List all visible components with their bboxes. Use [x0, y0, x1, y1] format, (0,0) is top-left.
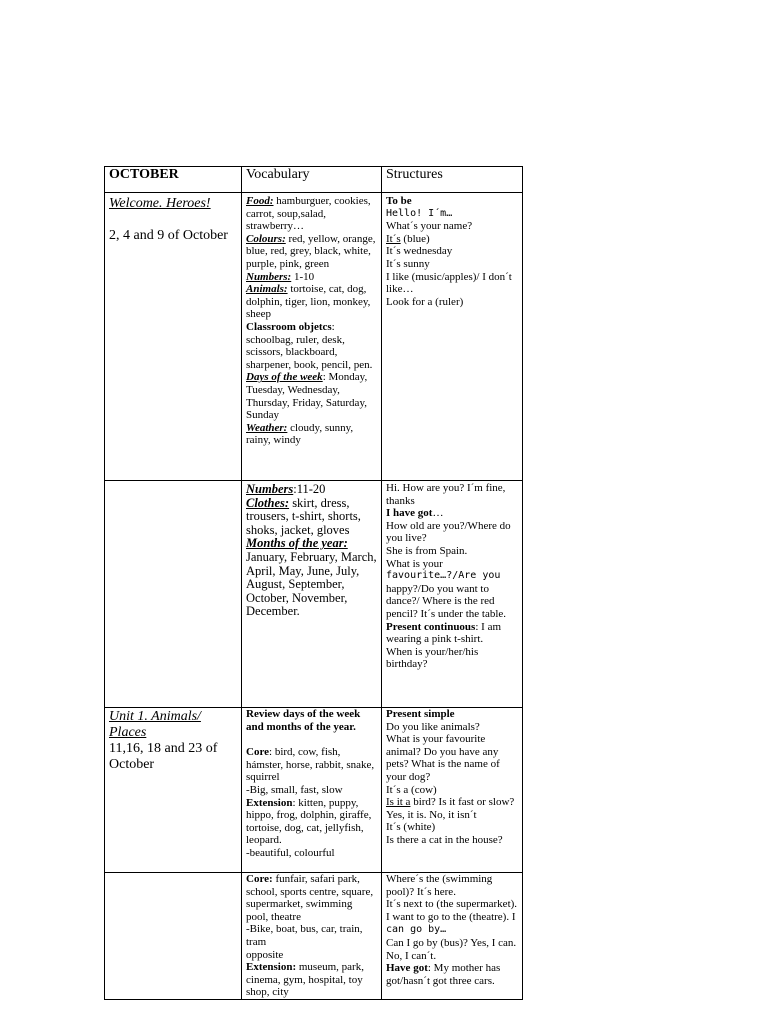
structure-line: Is it a bird? Is it fast or slow?: [386, 796, 515, 809]
structure-line: Can I go by (bus)? Yes, I can. No, I can´t.: [386, 936, 517, 962]
table-row: [105, 708, 523, 873]
unit-dates: 2, 4 and 9 of October: [109, 228, 228, 243]
structures-cell: [382, 873, 523, 1000]
vocab-core: Core: funfair, safari park, school, sports centre, square, supermarket, swimming pool, theatre: [246, 873, 374, 923]
vocab-months: January, February, March, April, May, June, July, August, September, October, November, December.: [246, 549, 377, 619]
structure-line: What´s your name?: [386, 220, 473, 233]
vocab-core: Core: bird, cow, fish, hámster, horse, rabbit, snake, squirrel: [246, 746, 375, 784]
header-structures: Structures: [382, 167, 523, 193]
table-row: [105, 481, 523, 708]
structure-line: It´s (white): [386, 821, 436, 834]
vocab-adjectives: -beautiful, colourful: [246, 846, 335, 859]
vocab-extension: Extension: museum, park, cinema, gym, hospital, toy shop, city: [246, 961, 364, 999]
unit-cell: [105, 708, 242, 873]
header-vocabulary: Vocabulary: [242, 167, 382, 193]
structure-line: She is from Spain.: [386, 544, 468, 557]
vocab-opposite: opposite: [246, 948, 284, 961]
structure-line: I have got…: [386, 507, 444, 520]
structures-cell: [382, 708, 523, 873]
vocab-extension: Extension: kitten, puppy, hippo, frog, dolphin, giraffe, tortoise, dog, cat, jellyfish, leopard.: [246, 796, 372, 847]
unit-title: Unit 1. Animals/ Places: [109, 709, 201, 740]
header-month: OCTOBER: [105, 167, 242, 193]
table-row: [105, 193, 523, 481]
unit-cell: [105, 193, 242, 481]
vocab-clothes: Clothes: skirt, dress, trousers, t-shirt, shorts, shoks, jacket, gloves: [246, 495, 361, 537]
structure-line: It´s a (cow): [386, 783, 437, 796]
structure-line: Hi. How are you? I´m fine, thanks: [386, 482, 506, 507]
vocabulary-cell: [242, 708, 382, 873]
structure-line: It´s next to (the supermarket).: [386, 898, 518, 911]
header-row: [105, 167, 523, 193]
structure-line: I want to go to the (theatre). I can go by…: [386, 910, 516, 936]
structure-line: favourite…?/Are you: [386, 570, 501, 582]
structure-line: I like (music/apples)/ I don´t like…: [386, 270, 512, 296]
structure-line: Have got: My mother has got/hasn´t got three cars.: [386, 962, 501, 987]
structure-line: It´s sunny: [386, 257, 430, 270]
vocab-animals: Animals: tortoise, cat, dog, dolphin, tiger, lion, monkey, sheep: [246, 283, 371, 321]
lesson-plan-table: [104, 166, 523, 1000]
structure-line: Look for a (ruler): [386, 295, 464, 308]
structure-title: To be: [386, 195, 412, 207]
structure-line: How old are you?/Where do you live?: [386, 519, 511, 545]
unit-cell: [105, 481, 242, 708]
vocabulary-cell: [242, 873, 382, 1000]
vocab-classroom: Classroom objetcs: schoolbag, ruler, desk, scissors, blackboard, sharpener, book, pencil, pen.: [246, 320, 373, 371]
structure-line: When is your/her/his birthday?: [386, 645, 479, 671]
structure-line: happy?/Do you want to dance?/ Where is the red pencil? It´s under the table.: [386, 582, 507, 620]
vocab-transport: -Bike, boat, bus, car, train, tram: [246, 923, 363, 948]
unit-title: Welcome. Heroes!: [109, 196, 211, 211]
structure-line: It´s (blue): [386, 232, 430, 245]
structure-line: Where´s the (swimming pool)? It´s here.: [386, 873, 493, 898]
vocabulary-cell: [242, 193, 382, 481]
vocabulary-cell: [242, 481, 382, 708]
table-row: [105, 873, 523, 1000]
unit-cell: [105, 873, 242, 1000]
structure-line: Do you like animals?: [386, 720, 480, 733]
structure-line: Present continuous: I am wearing a pink t-shirt.: [386, 620, 502, 646]
vocab-review: Review days of the week and months of the year.: [246, 708, 361, 733]
structure-line: What is your favourite animal? Do you have any pets? What is the name of your dog?: [386, 733, 500, 783]
structure-line: What is your: [386, 557, 443, 570]
unit-dates: 11,16, 18 and 23 of October: [109, 741, 218, 772]
structure-line: Hello! I´m…: [386, 207, 453, 219]
vocab-days: Days of the week: Monday, Tuesday, Wednesday, Thursday, Friday, Saturday, Sunday: [246, 371, 368, 422]
structure-line: It´s wednesday: [386, 245, 453, 258]
vocab-adjectives: -Big, small, fast, slow: [246, 783, 343, 796]
vocab-numbers: Numbers:11-20: [246, 482, 326, 496]
structure-line: Yes, it is. No, it isn´t: [386, 808, 477, 821]
vocab-numbers: Numbers: 1-10: [246, 270, 315, 283]
structures-cell: [382, 193, 523, 481]
vocab-weather: Weather: cloudy, sunny, rainy, windy: [246, 421, 354, 447]
vocab-food: Food: hamburguer, cookies, carrot, soup,salad, strawberry…: [246, 195, 371, 233]
structures-cell: [382, 481, 523, 708]
vocab-months-key: Months of the year:: [246, 536, 348, 551]
structure-line: Is there a cat in the house?: [386, 833, 503, 846]
structure-title: Present simple: [386, 708, 455, 720]
vocab-colours: Colours: red, yellow, orange, blue, red, grey, black, white, purple, pink, green: [246, 232, 376, 270]
